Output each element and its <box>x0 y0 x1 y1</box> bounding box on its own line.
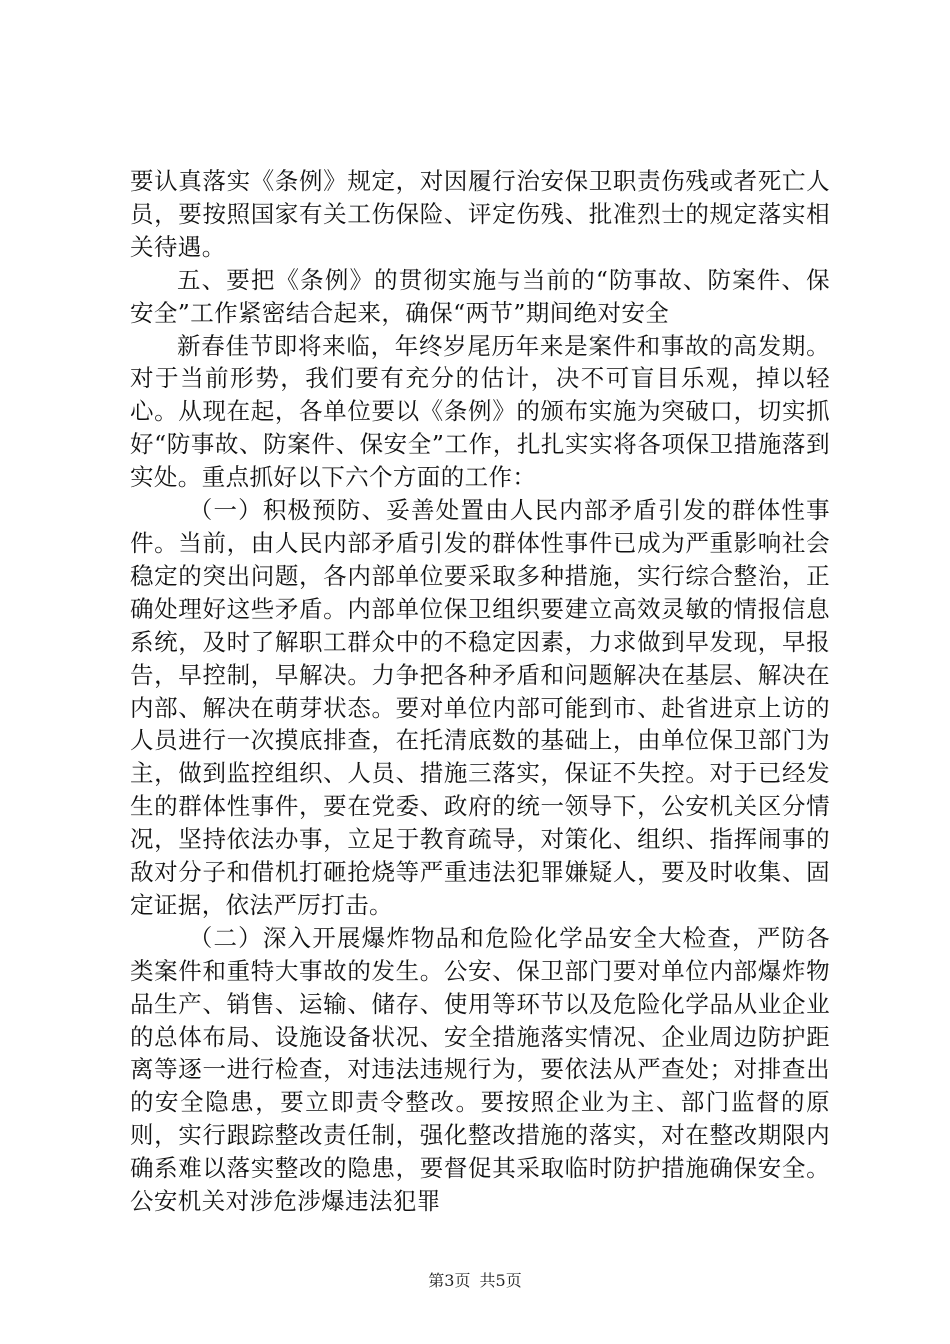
page-total: 共5页 <box>479 1271 522 1290</box>
paragraph-item-one: （一）积极预防、妥善处置由人民内部矛盾引发的群体性事件。当前，由人民内部矛盾引发的群体性事件已成为严重影响社会稳定的突出问题，各内部单位要采取多种措施，实行综合整治，正确处理好这些矛盾。内部单位保卫组织要建立高效灵敏的情报信息系统，及时了解职工群众中的不稳定因素，力求做到早发现，早报告，早控制，早解决。力争把各种矛盾和问题解决在基层、解决在内部、解决在萌芽状态。要对单位内部可能到市、赴省进京上访的人员进行一次摸底排查，在托清底数的基础上，由单位保卫部门为主，做到监控组织、人员、措施三落实，保证不失控。对于已经发生的群体性事件，要在党委、政府的统一领导下，公安机关区分情况，坚持依法办事，立足于教育疏导，对策化、组织、指挥闹事的敌对分子和借机打砸抢烧等严重违法犯罪嫌疑人，要及时收集、固定证据，依法严厉打击。 <box>130 496 830 919</box>
document-body <box>130 165 830 1218</box>
paragraph-intro: 新春佳节即将来临，年终岁尾历年来是案件和事故的高发期。对于当前形势，我们要有充分的估计，决不可盲目乐观，掉以轻心。从现在起，各单位要以《条例》的颁布实施为突破口，切实抓好“防事故、防案件、保安全”工作，扎扎实实将各项保卫措施落到实处。重点抓好以下六个方面的工作： <box>130 331 830 492</box>
paragraph-item-two: （二）深入开展爆炸物品和危险化学品安全大检查，严防各类案件和重特大事故的发生。公安、保卫部门要对单位内部爆炸物品生产、销售、运输、储存、使用等环节以及危险化学品从业企业的总体布局、设施设备状况、安全措施落实情况、企业周边防护距离等逐一进行检查，对违法违规行为，要依法从严查处；对排查出的安全隐患，要立即责令整改。要按照企业为主、部门监督的原则，实行跟踪整改责任制，强化整改措施的落实，对在整改期限内确系难以落实整改的隐患，要督促其采取临时防护措施确保安全。公安机关对涉危涉爆违法犯罪 <box>130 923 830 1216</box>
paragraph-continuation: 要认真落实《条例》规定，对因履行治安保卫职责伤残或者死亡人员，要按照国家有关工伤保险、评定伤残、批准烈士的规定落实相关待遇。 <box>130 167 830 261</box>
section-heading-five: 五、要把《条例》的贯彻实施与当前的“防事故、防案件、保安全”工作紧密结合起来，确保“两节”期间绝对安全 <box>130 265 830 327</box>
page-footer <box>0 1271 950 1291</box>
page-number: 第3页 <box>428 1271 471 1290</box>
